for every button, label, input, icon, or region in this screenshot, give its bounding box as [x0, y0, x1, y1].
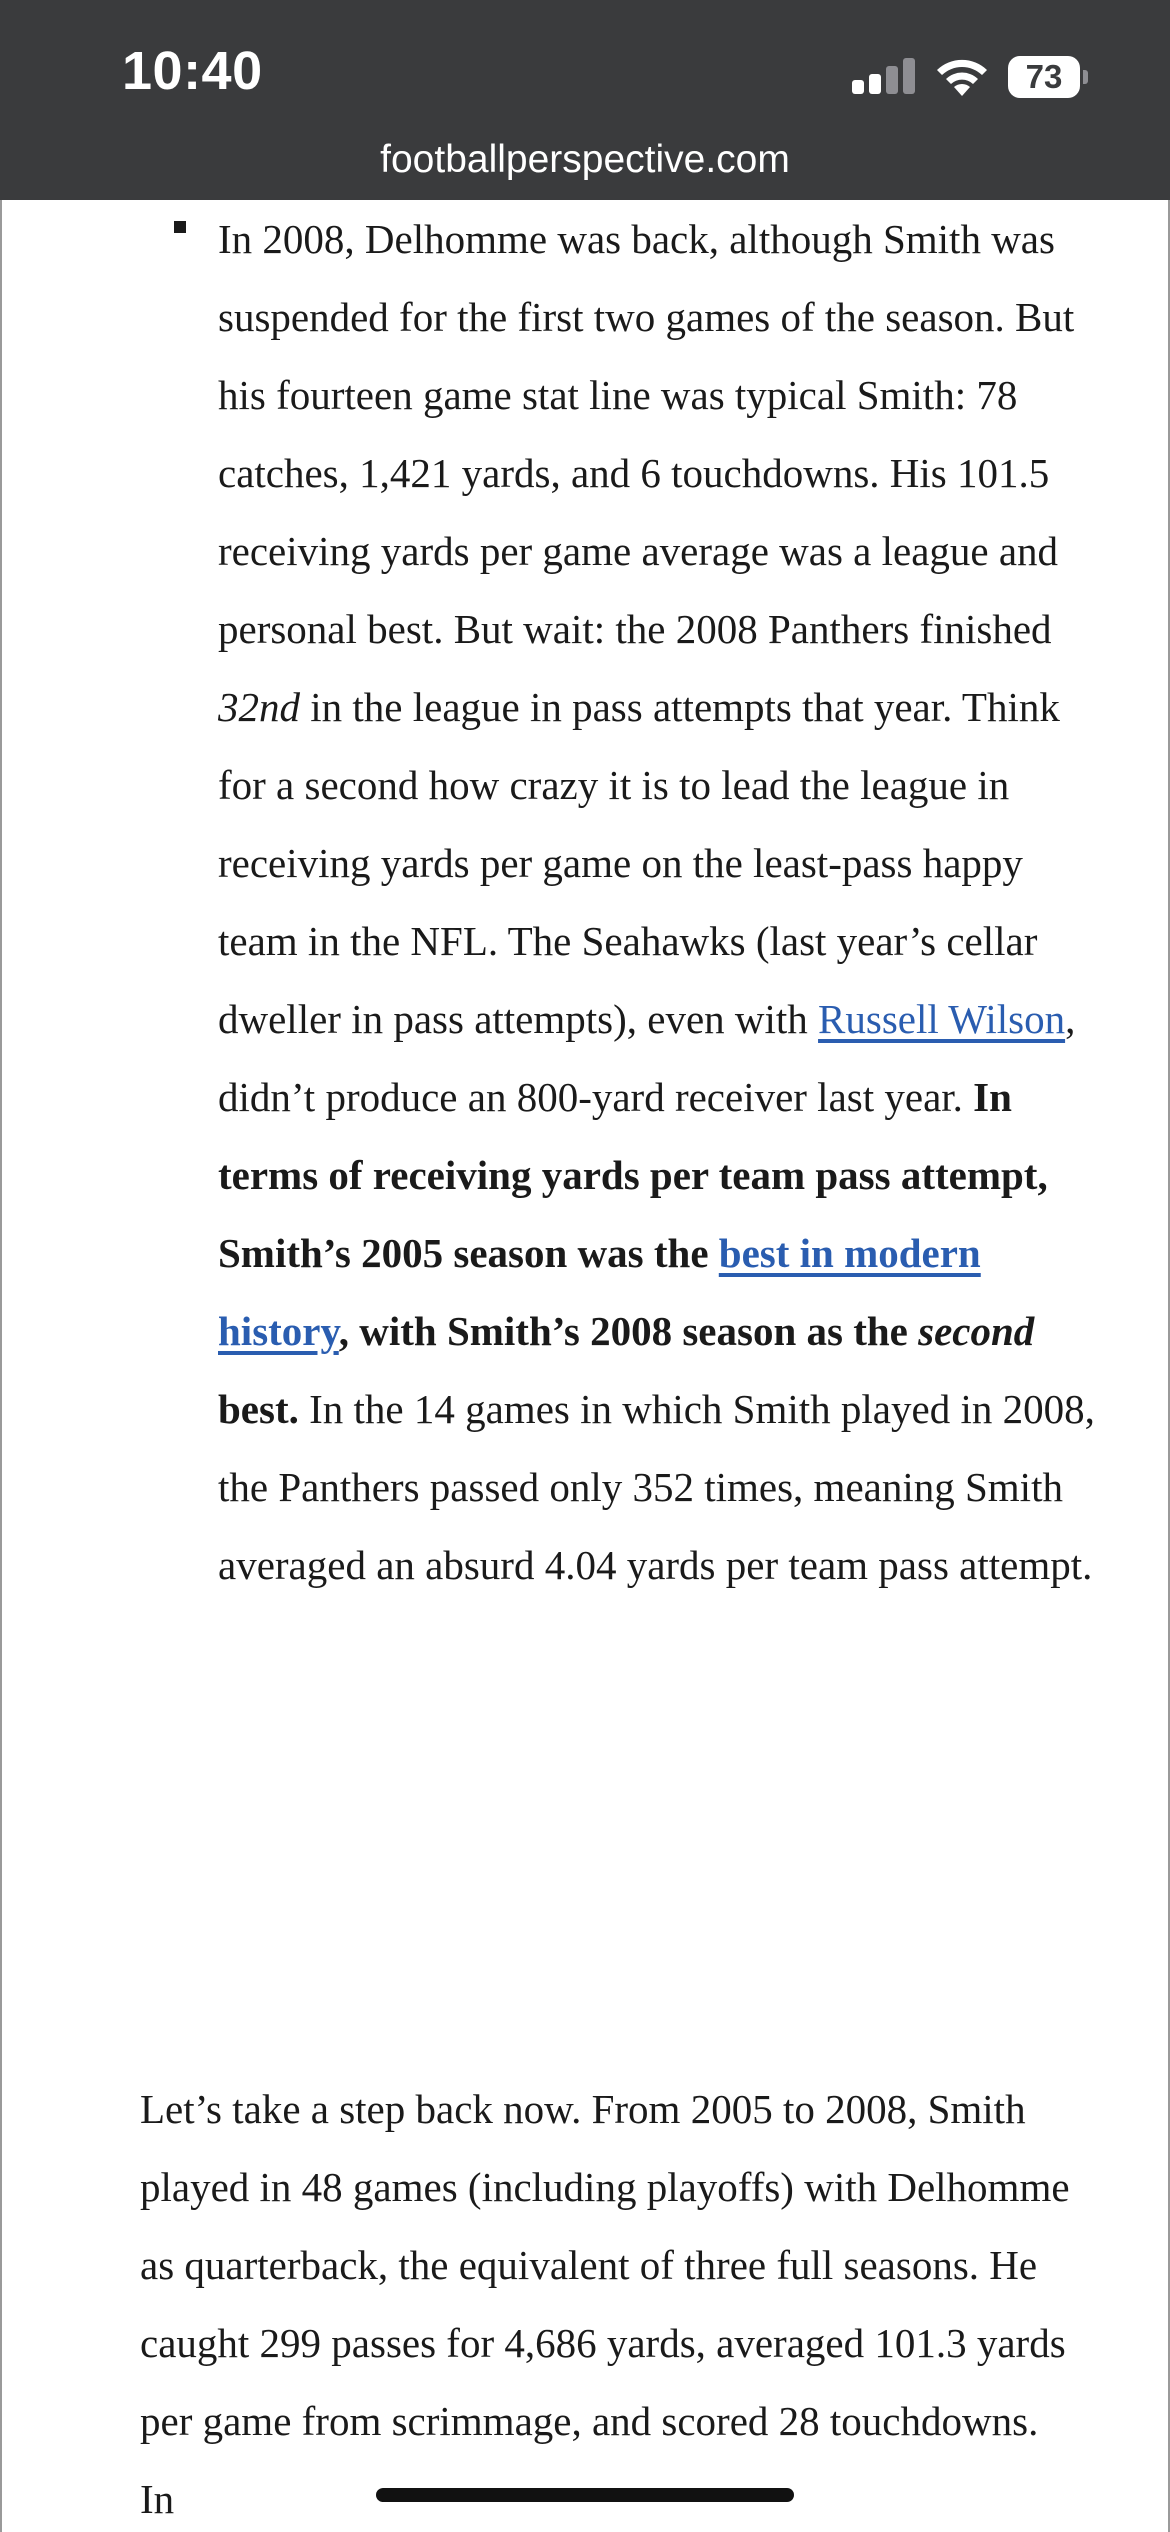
text-segment: In the 14 games in which Smith played in 2008, the Panthers passed only 352 times, meaning Smith averaged an absurd 4.04 yards per team pass attempt. — [218, 1386, 1095, 1588]
link-russell-wilson[interactable]: Russell Wilson — [818, 996, 1066, 1042]
browser-top-bar — [0, 0, 1170, 200]
cellular-signal-icon — [852, 58, 916, 94]
article-content — [0, 200, 1170, 2532]
link-best-in-modern-history[interactable]: best in modern history — [218, 1230, 981, 1354]
bold-text: best. — [218, 1386, 299, 1432]
address-bar-url[interactable]: footballperspective.com — [380, 138, 790, 181]
emphasis-text: 32nd — [218, 684, 300, 730]
bold-text: In terms of receiving yards per team pass attempt, Smith’s 2005 season was the — [218, 1074, 1048, 1276]
bullet-square-icon — [174, 221, 186, 233]
home-indicator[interactable] — [376, 2488, 794, 2502]
battery-level: 73 — [1008, 56, 1080, 98]
wifi-icon — [934, 54, 990, 98]
text-segment: In 2008, Delhomme was back, although Smith was suspended for the first two games of the season. But his fourteen game stat line was typical Smith: 78 catches, 1,421 yards, and 6 touchdowns. His 101.5 receiving yards per game average was a league and personal best. But wait: the 2008 Panthers finished — [218, 216, 1075, 652]
bold-emphasis-text: second — [918, 1308, 1035, 1354]
battery-icon — [1008, 56, 1088, 98]
bold-text: , with Smith’s 2008 season as the — [338, 1308, 919, 1354]
status-time: 10:40 — [122, 41, 263, 101]
list-item — [218, 200, 1098, 1604]
text-segment: , didn’t produce an 800-yard receiver last year. — [218, 996, 1076, 1120]
article-paragraph: Let’s take a step back now. From 2005 to 2008, Smith played in 48 games (including playoffs) with Delhomme as quarterback, the equivalent of three full seasons. He caught 299 passes for 4,686 yards, averaged 101.3 yards per game from scrimmage, and scored 28 touchdowns. In — [140, 2086, 1070, 2522]
text-segment: in the league in pass attempts that year. Think for a second how crazy it is to lead the league in receiving yards per game on the least-pass happy team in the NFL. The Seahawks (last year’s cellar dweller in pass attempts), even with — [218, 684, 1060, 1042]
